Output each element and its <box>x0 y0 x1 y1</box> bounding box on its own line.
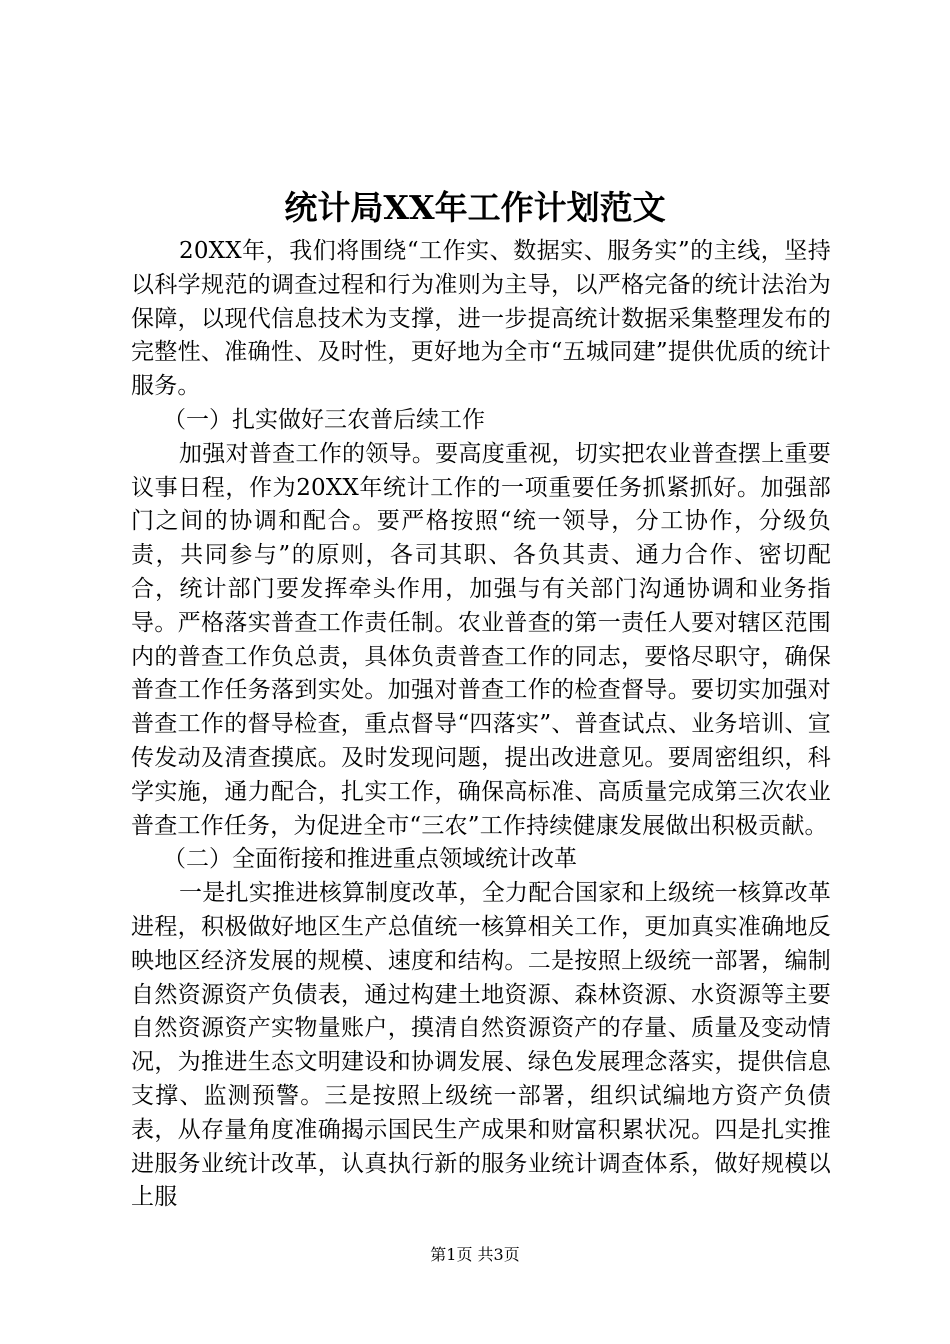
section-heading-1: （一）扎实做好三农普后续工作 <box>163 406 485 433</box>
section-2-paragraph: 一是扎实推进核算制度改革，全力配合国家和上级统一核算改革进程，积极做好地区生产总值统一核算相关工作，更加真实准确地反映地区经济发展的规模、速度和结构。二是按照上级统一部署，编制自然资源资产负债表，通过构建土地资源、森林资源、水资源等主要自然资源资产实物量账户，摸清自然资源资产的存量、质量及变动情况，为推进生态文明建设和协调发展、绿色发展理念落实，提供信息支撑、监测预警。三是按照上级统一部署，组织试编地方资产负债表，从存量角度准确揭示国民生产成果和财富积累状况。四是扎实推进服务业统计改革，认真执行新的服务业统计调查体系，做好规模以上服 <box>131 880 831 1211</box>
intro-paragraph: 20XX年，我们将围绕“工作实、数据实、服务实”的主线，坚持以科学规范的调查过程和行为准则为主导，以严格完备的统计法治为保障，以现代信息技术为支撑，进一步提高统计数据采集整理发布的完整性、准确性、及时性，更好地为全市“五城同建”提供优质的统计服务。 <box>131 238 831 400</box>
page-footer: 第1页 共3页 <box>430 1245 520 1264</box>
document-title: 统计局XX年工作计划范文 <box>284 188 666 227</box>
document-body <box>131 235 831 1215</box>
section-heading-2: （二）全面衔接和推进重点领域统计改革 <box>163 846 577 873</box>
section-1-paragraph: 加强对普查工作的领导。要高度重视，切实把农业普查摆上重要议事日程，作为20XX年统计工作的一项重要任务抓紧抓好。加强部门之间的协调和配合。要严格按照“统一领导，分工协作，分级负责，共同参与”的原则，各司其职、各负其责、通力合作、密切配合，统计部门要发挥牵头作用，加强与有关部门沟通协调和业务指导。严格落实普查工作责任制。农业普查的第一责任人要对辖区范围内的普查工作负总责，具体负责普查工作的同志，要恪尽职守，确保普查工作任务落到实处。加强对普查工作的检查督导。要切实加强对普查工作的督导检查，重点督导“四落实”、普查试点、业务培训、宣传发动及清查摸底。及时发现问题，提出改进意见。要周密组织，科学实施，通力配合，扎实工作，确保高标准、高质量完成第三次农业普查工作任务，为促进全市“三农”工作持续健康发展做出积极贡献。 <box>131 440 831 839</box>
